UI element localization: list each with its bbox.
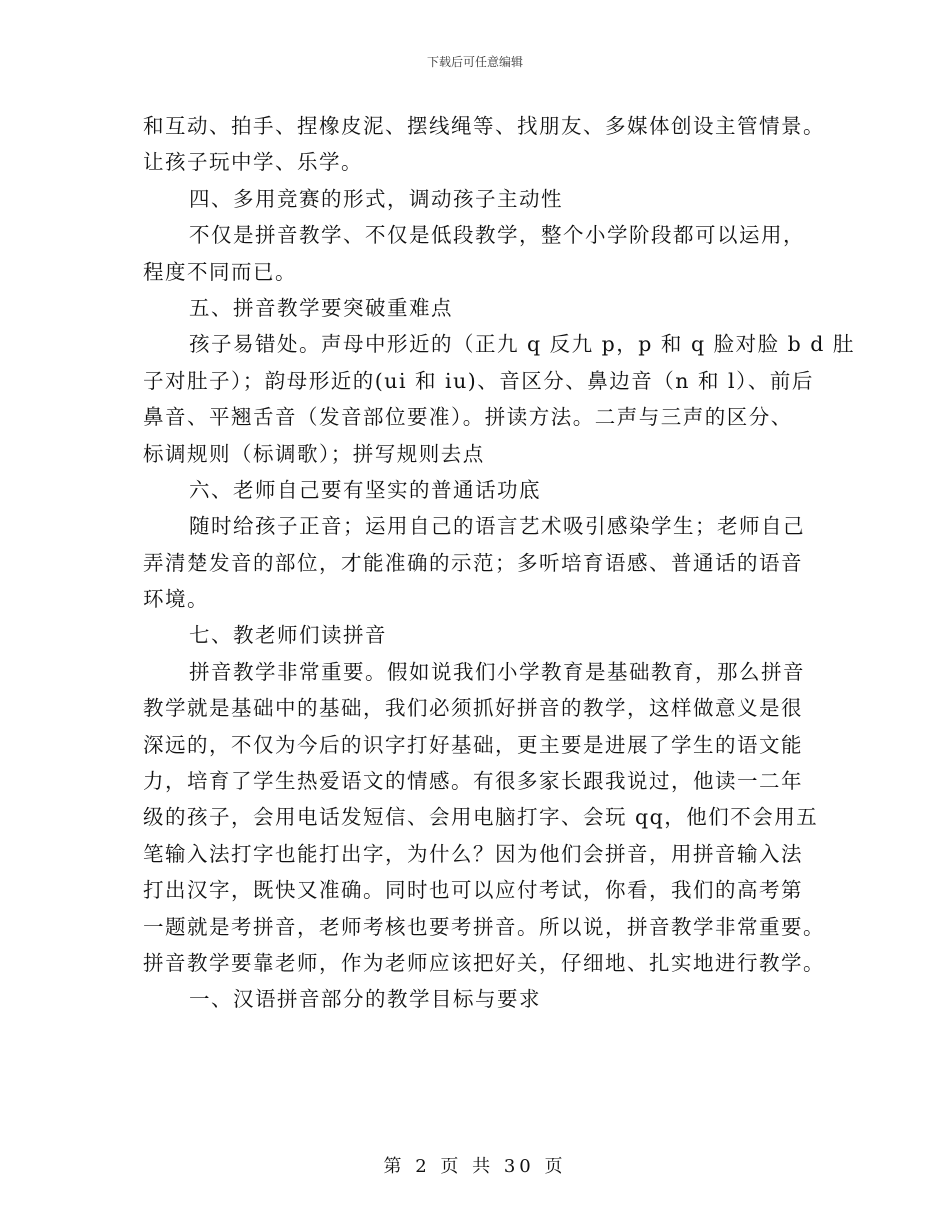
document-body [143, 108, 855, 1018]
text-line: 孩子易错处。声母中形近的（正九 q 反九 p，p 和 q 脸对脸 b d 肚 [189, 332, 855, 357]
text-line: 级的孩子，会用电话发短信、会用电脑打字、会玩 qq，他们不会用五 [143, 805, 819, 830]
text-line: 五、拼音教学要突破重难点 [189, 295, 453, 320]
text-line: 环境。 [143, 587, 209, 612]
text-line: 标调规则（标调歌）；拼写规则去点 [143, 441, 485, 466]
text-line: 拼音教学非常重要。假如说我们小学教育是基础教育，那么拼音 [189, 659, 805, 684]
text-line: 让孩子玩中学、乐学。 [143, 150, 363, 175]
text-line: 深远的，不仅为今后的识字打好基础，更主要是进展了学生的语文能 [143, 732, 803, 757]
text-line: 子对肚子）；韵母形近的(ui 和 iu)、音区分、鼻边音（n 和 l）、前后 [143, 368, 814, 393]
text-line: 鼻音、平翘舌音（发音部位要准）。拼读方法。二声与三声的区分、 [143, 405, 793, 430]
text-line: 笔输入法打字也能打出字，为什么？因为他们会拼音，用拼音输入法 [143, 841, 803, 866]
text-line: 力，培育了学生热爱语文的情感。有很多家长跟我说过，他读一二年 [143, 769, 803, 794]
text-line: 不仅是拼音教学、不仅是低段教学，整个小学阶段都可以运用， [189, 223, 805, 248]
text-line: 和互动、拍手、捏橡皮泥、摆线绳等、找朋友、多媒体创设主管情景。 [143, 114, 825, 138]
text-line: 随时给孩子正音；运用自己的语言艺术吸引感染学生；老师自己 [189, 514, 805, 539]
text-line: 程度不同而已。 [143, 259, 297, 284]
page-header: 下载后可任意编辑 [426, 55, 523, 69]
text-line: 一题就是考拼音，老师考核也要考拼音。所以说，拼音教学非常重要。 [143, 914, 825, 939]
text-line: 拼音教学要靠老师，作为老师应该把好关，仔细地、扎实地进行教学。 [143, 950, 825, 975]
page-footer: 第 2 页 共 30 页 [383, 1156, 567, 1177]
text-line: 六、老师自己要有坚实的普通话功底 [189, 477, 541, 502]
text-line: 四、多用竞赛的形式，调动孩子主动性 [189, 186, 563, 211]
text-line: 弄清楚发音的部位，才能准确的示范；多听培育语感、普通话的语音 [143, 550, 803, 575]
text-line: 七、教老师们读拼音 [189, 623, 387, 648]
text-line: 一、汉语拼音部分的教学目标与要求 [189, 987, 541, 1012]
text-line: 教学就是基础中的基础，我们必须抓好拼音的教学，这样做意义是很 [143, 696, 803, 721]
body-text [143, 108, 855, 1018]
text-line: 打出汉字，既快又准确。同时也可以应付考试，你看，我们的高考第 [143, 878, 803, 903]
